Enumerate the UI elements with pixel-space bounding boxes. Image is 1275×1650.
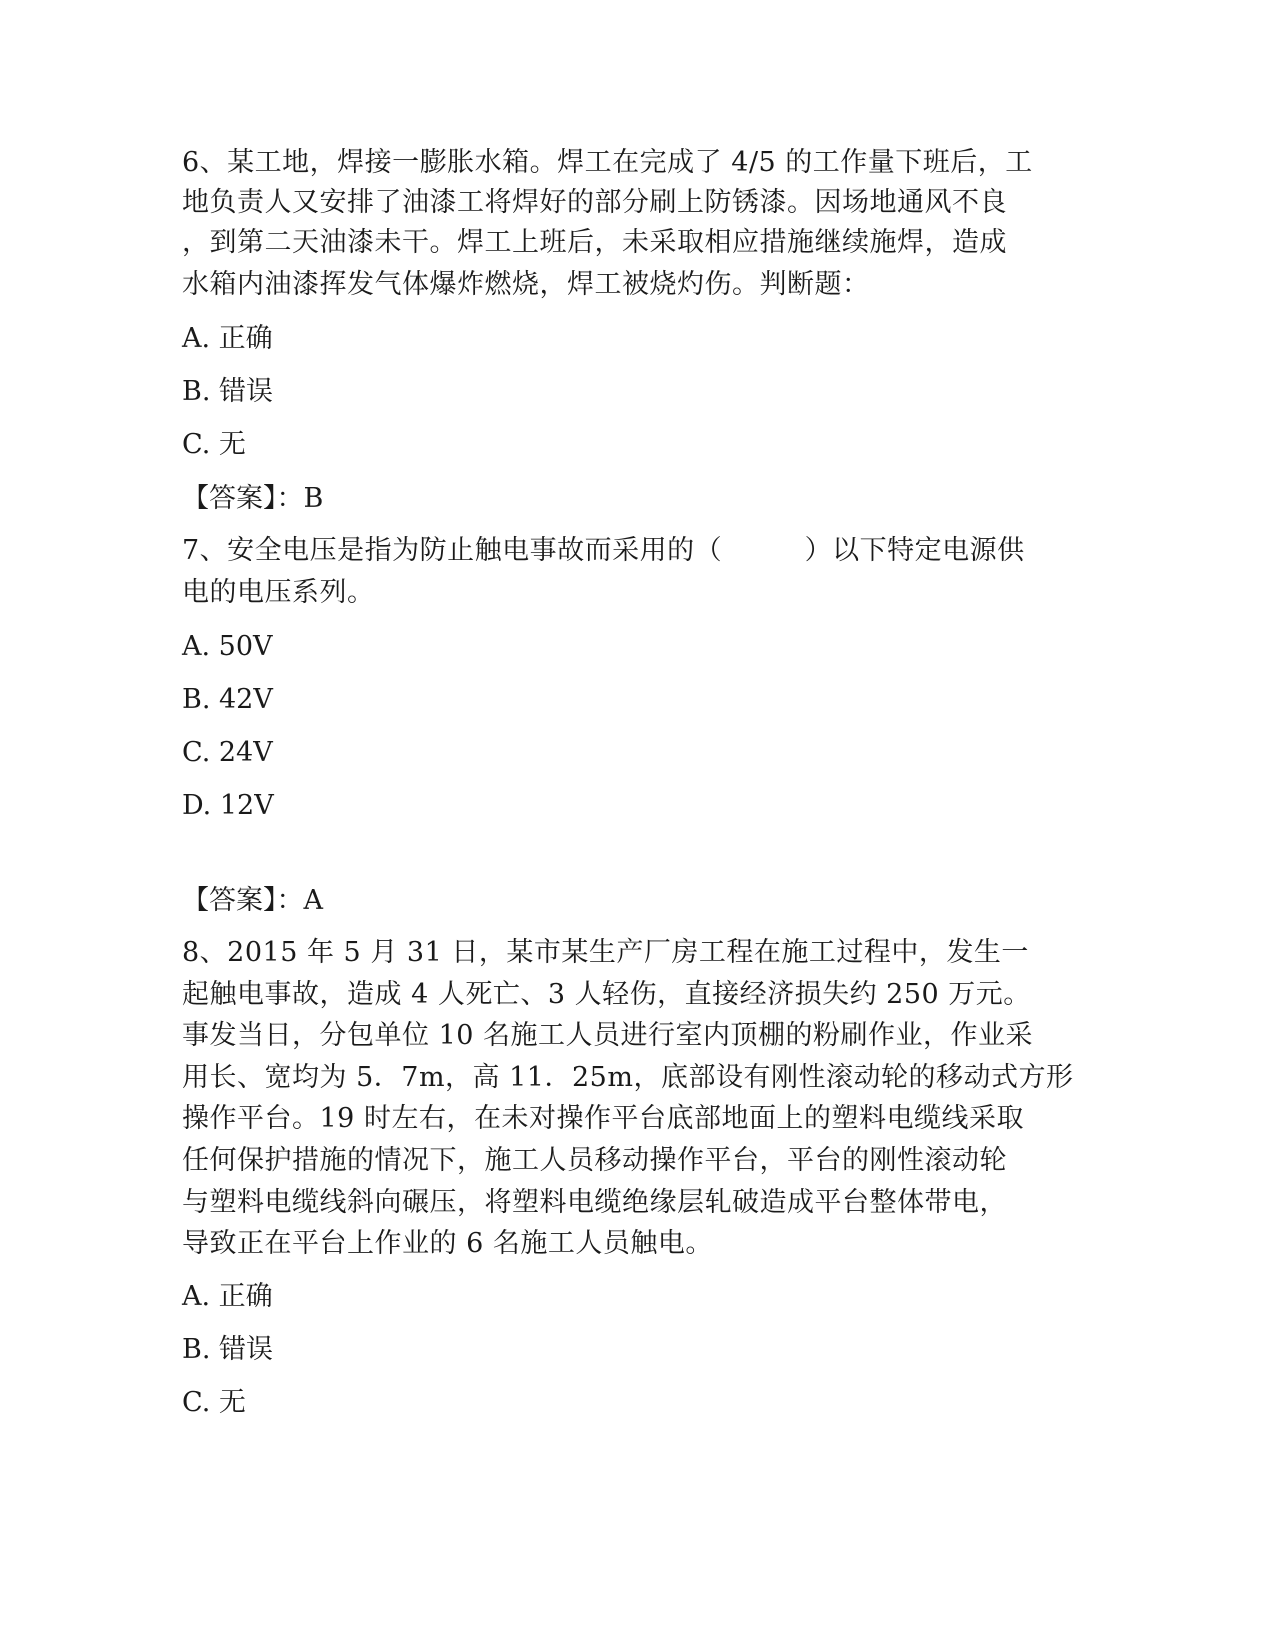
question-8-line-8: 导致正在平台上作业的 6 名施工人员触电。 [182,1228,713,1259]
question-8-option-a: A. 正确 [182,1281,273,1312]
question-8-line-4: 用长、宽均为 5．7m，高 11．25m，底部设有刚性滚动轮的移动式方形 [182,1062,1074,1093]
question-6-line-1: 6、某工地，焊接一膨胀水箱。焊工在完成了 4/5 的工作量下班后，工 [182,147,1033,178]
question-8-line-2: 起触电事故，造成 4 人死亡、3 人轻伤，直接经济损失约 250 万元。 [182,979,1031,1010]
question-6-option-a: A. 正确 [182,323,273,354]
question-8-line-6: 任何保护措施的情况下，施工人员移动操作平台，平台的刚性滚动轮 [182,1145,1007,1176]
question-6-line-3: ，到第二天油漆未干。焊工上班后，未采取相应措施继续施焊，造成 [182,227,1007,258]
question-8-line-5: 操作平台。19 时左右，在未对操作平台底部地面上的塑料电缆线采取 [182,1103,1024,1134]
question-8-line-7: 与塑料电缆线斜向碾压，将塑料电缆绝缘层轧破造成平台整体带电， [182,1187,1007,1218]
question-8-option-c: C. 无 [182,1387,246,1418]
question-6-answer: 【答案】：B [182,483,324,514]
question-6-line-2: 地负责人又安排了油漆工将焊好的部分刷上防锈漆。因场地通风不良 [182,187,1007,218]
question-6-option-b: B. 错误 [182,376,274,407]
question-7-option-b: B. 42V [182,684,273,715]
question-8-line-3: 事发当日，分包单位 10 名施工人员进行室内顶棚的粉刷作业，作业采 [182,1020,1034,1051]
question-7-option-c: C. 24V [182,737,273,768]
question-7-line-2: 电的电压系列。 [182,577,375,608]
question-6-line-4: 水箱内油漆挥发气体爆炸燃烧，焊工被烧灼伤。判断题： [182,269,870,300]
question-8-line-1: 8、2015 年 5 月 31 日，某市某生产厂房工程在施工过程中，发生一 [182,937,1029,968]
question-6-option-c: C. 无 [182,429,246,460]
question-7-answer: 【答案】：A [182,885,323,916]
question-7-option-a: A. 50V [182,631,273,662]
question-8-option-b: B. 错误 [182,1334,274,1365]
question-7-line-1: 7、安全电压是指为防止触电事故而采用的（ ）以下特定电源供 [182,535,1025,566]
question-7-option-d: D. 12V [182,790,274,821]
